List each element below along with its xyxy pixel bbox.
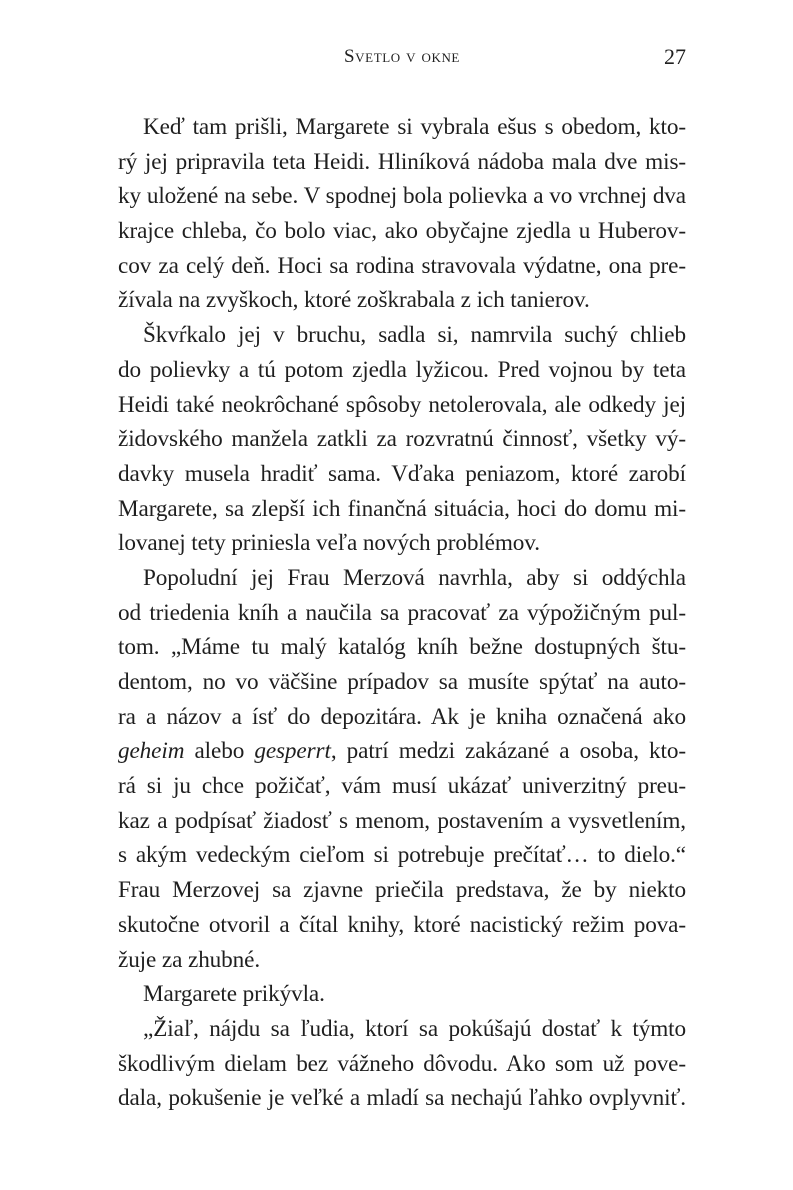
body-text [118,110,686,1116]
text-line: do polievky a tú potom zjedla lyžicou. Pred vojnou by teta [118,356,686,383]
text-line: davky musela hradiť sama. Vďaka peniazom, ktoré zarobí [118,460,686,487]
text-line: Škvŕkalo jej v bruchu, sadla si, namrvila suchý chlieb [143,322,686,349]
text-line: skutočne otvoril a čítal knihy, ktoré nacistický režim pova- [118,911,686,938]
text-line: škodlivým dielam bez vážneho dôvodu. Ako som už pove- [118,1050,686,1077]
text-line: žuje za zhubné. [118,946,261,973]
text-line: Frau Merzovej sa zjavne priečila predstava, že by niekto [118,877,686,904]
italic-term: geheim [118,738,185,765]
text-line: lovanej tety priniesla veľa nových problémov. [118,530,540,557]
text-line: krajce chleba, čo bolo viac, ako obyčajne zjedla u Huberov- [118,218,686,245]
text-line: dala, pokušenie je veľké a mladí sa nechajú ľahko ovplyvniť. [118,1085,686,1112]
text-line [118,734,686,769]
text-line: s akým vedeckým cieľom si potrebuje prečítať… to dielo.“ [118,842,686,869]
text-line: od triedenia kníh a naučila sa pracovať za výpožičným pul- [118,599,686,626]
running-title: Svetlo v okne [344,46,460,67]
text-segment: , patrí medzi zakázané a osoba, kto- [330,738,686,765]
text-line: Keď tam prišli, Margarete si vybrala ešus s obedom, kto- [143,114,686,140]
text-line: ky uložené na sebe. V spodnej bola polievka a vo vrchnej dva [118,183,686,210]
text-line: dentom, no vo väčšine prípadov sa musíte spýtať na auto- [118,669,686,695]
text-line: ra a názov a ísť do depozitára. Ak je kniha označená ako [118,703,686,730]
text-line: tom. „Máme tu malý katalóg kníh bežne dostupných štu- [118,634,686,661]
text-line: kaz a podpísať žiadosť s menom, postavením a vysvetlením, [118,807,686,834]
text-segment: alebo [184,738,255,765]
page-header [118,46,686,74]
text-line: Popoludní jej Frau Merzová navrhla, aby si oddýchla [143,564,686,591]
text-line: Margarete, sa zlepší ich finančná situácia, hoci do domu mi- [118,495,686,522]
text-line: cov za celý deň. Hoci sa rodina stravovala výdatne, ona pre- [118,252,686,279]
italic-term: gesperrt [254,738,331,765]
text-line: rá si ju chce požičať, vám musí ukázať univerzitný preu- [118,773,686,800]
text-line: Margarete prikývla. [143,981,325,1008]
text-line: žívala na zvyškoch, ktoré zoškrabala z ich tanierov. [118,287,590,314]
text-line: rý jej pripravila teta Heidi. Hliníková nádoba mala dve mis- [118,148,686,175]
page-number: 27 [664,44,686,69]
text-line: „Žiaľ, nájdu sa ľudia, ktorí sa pokúšajú dostať k týmto [143,1015,686,1042]
text-line: Heidi také neokrôchané spôsoby netolerovala, ale odkedy jej [118,391,686,418]
text-line: židovského manžela zatkli za rozvratnú činnosť, všetky vý- [118,426,686,453]
